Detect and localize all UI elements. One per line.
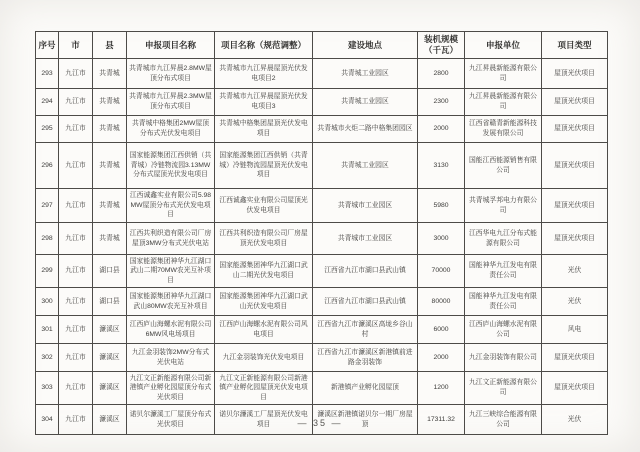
table-cell: 九江三峡综合能源有限公司 <box>465 405 542 435</box>
table-cell: 300 <box>36 288 59 316</box>
table-cell: 屋顶光伏项目 <box>542 116 608 143</box>
table-cell: 国家能源集团神华九江湖口武山二期70MW农光互补项目 <box>127 255 215 288</box>
table-cell: 共青城 <box>93 143 127 189</box>
table-cell: 江西共利织造有限公司厂房屋顶3MW分布式光伏电站 <box>127 223 215 255</box>
table-cell: 70000 <box>418 255 465 288</box>
table-cell: 共青城 <box>93 116 127 143</box>
table-cell: 共青城市火炬二路中格集团园区 <box>313 116 418 143</box>
table-cell: 3130 <box>418 143 465 189</box>
table-cell: 濂溪区 <box>93 405 127 435</box>
table-cell: 共青城市九江昇晨屋顶光伏发电项目2 <box>215 59 313 89</box>
table-cell: 295 <box>36 116 59 143</box>
table-cell: 九江昇晨新能源有限公司 <box>465 89 542 116</box>
table-row <box>36 255 608 288</box>
table-row <box>36 59 608 89</box>
table-cell: 江西共利织造有限公司厂房屋顶光伏发电项目 <box>215 223 313 255</box>
table-cell: 80000 <box>418 288 465 316</box>
table-cell: 九江市 <box>59 288 93 316</box>
table-cell: 国能神华九江发电有限责任公司 <box>465 288 542 316</box>
table-row <box>36 143 608 189</box>
table-cell: 2000 <box>418 344 465 372</box>
table-cell: 屋顶光伏项目 <box>542 59 608 89</box>
table-cell: 299 <box>36 255 59 288</box>
table-cell: 风电 <box>542 316 608 344</box>
column-header: 市 <box>59 32 93 59</box>
table-cell: 2300 <box>418 89 465 116</box>
table-cell: 江西华电九江分布式能源有限公司 <box>465 223 542 255</box>
table-cell: 1200 <box>418 372 465 405</box>
table-cell: 濂溪区 <box>93 344 127 372</box>
column-header: 申报单位 <box>465 32 542 59</box>
table-cell: 濂溪区 <box>93 316 127 344</box>
table-cell: 共青城市九江昇晨2.8MW屋顶分布式项目 <box>127 59 215 89</box>
table-cell: 3000 <box>418 223 465 255</box>
table-cell: 共青城工业园区 <box>313 59 418 89</box>
table-cell: 国能神华九江发电有限责任公司 <box>465 255 542 288</box>
table-row <box>36 189 608 223</box>
table-cell: 国家能源集团神华九江湖口武山80MW农光互补项目 <box>127 288 215 316</box>
table-cell: 江西诚鑫实业有限公司屋顶光伏发电项目 <box>215 189 313 223</box>
table-row <box>36 372 608 405</box>
table-cell: 九江市 <box>59 223 93 255</box>
table-cell: 5980 <box>418 189 465 223</box>
table-cell: 301 <box>36 316 59 344</box>
table-row <box>36 288 608 316</box>
table-cell: 屋顶光伏项目 <box>542 189 608 223</box>
column-header: 项目名称（规范调整） <box>215 32 313 59</box>
column-header: 县 <box>93 32 127 59</box>
table-cell: 湖口县 <box>93 255 127 288</box>
table-cell: 屋顶光伏项目 <box>542 223 608 255</box>
table-cell: 17311.32 <box>418 405 465 435</box>
table-cell: 湖口县 <box>93 288 127 316</box>
table-cell: 九江市 <box>59 316 93 344</box>
table-cell: 国家能源集团神华九江湖口武山光伏发电项目 <box>215 288 313 316</box>
table-cell: 302 <box>36 344 59 372</box>
table-cell: 国家能源集团江西供销（共青城）冷链物流园3.13MW分布式屋顶光伏发电项目 <box>127 143 215 189</box>
column-header: 序号 <box>36 32 59 59</box>
table-cell: 共青城 <box>93 189 127 223</box>
table-cell: 共青城市九江昇晨屋顶光伏发电项目3 <box>215 89 313 116</box>
table-cell: 294 <box>36 89 59 116</box>
table-cell: 共青城中格集团屋顶光伏发电项目 <box>215 116 313 143</box>
table-cell: 九江市 <box>59 189 93 223</box>
table-cell: 九江市 <box>59 344 93 372</box>
table-cell: 九江文正新能源有限公司新港镇产业孵化园屋顶光伏发电项目 <box>215 372 313 405</box>
table-cell: 九江金羽装饰2MW分布式光伏电站 <box>127 344 215 372</box>
table-cell: 江西诚鑫实业有限公司5.98MW屋顶分布式光伏发电项目 <box>127 189 215 223</box>
table-row <box>36 89 608 116</box>
table-cell: 屋顶光伏项目 <box>542 143 608 189</box>
table-cell: 共青城孚邦电力有限公司 <box>465 189 542 223</box>
table-cell: 江西庐山海螺水泥有限公司风电项目 <box>215 316 313 344</box>
table-cell: 共青城工业园区 <box>313 143 418 189</box>
table-cell: 江西省赣青新能源科技发展有限公司 <box>465 116 542 143</box>
table-cell: 2800 <box>418 59 465 89</box>
column-header: 申报项目名称 <box>127 32 215 59</box>
column-header: 装机规模（千瓦） <box>418 32 465 59</box>
table-header-row <box>36 32 608 59</box>
table-cell: 九江市 <box>59 59 93 89</box>
table-cell: 6000 <box>418 316 465 344</box>
table-cell: 九江市 <box>59 255 93 288</box>
table-cell: 共青城 <box>93 223 127 255</box>
table-cell: 共青城中格集团2MW屋顶分布式光伏发电项目 <box>127 116 215 143</box>
table-cell: 江西庐山海螺水泥有限公司6MW风电场项目 <box>127 316 215 344</box>
table-cell: 九江市 <box>59 372 93 405</box>
table-cell: 濂溪区新港镇诺贝尔一期厂房屋顶 <box>313 405 418 435</box>
table-cell: 298 <box>36 223 59 255</box>
table-row <box>36 223 608 255</box>
table-cell: 共青城 <box>93 89 127 116</box>
table-row <box>36 344 608 372</box>
table-cell: 297 <box>36 189 59 223</box>
table-cell: 光伏 <box>542 288 608 316</box>
table-row <box>36 116 608 143</box>
column-header: 建设地点 <box>313 32 418 59</box>
table-cell: 共青城工业园区 <box>313 89 418 116</box>
table-cell: 共青城市工业园区 <box>313 223 418 255</box>
table-cell: 2000 <box>418 116 465 143</box>
table-cell: 九江金羽装饰光伏发电项目 <box>215 344 313 372</box>
table-cell: 江西省九江市湖口县武山镇 <box>313 288 418 316</box>
table-body <box>36 59 608 435</box>
table-cell: 九江市 <box>59 116 93 143</box>
table-cell: 光伏 <box>542 405 608 435</box>
table-cell: 九江文正新能源有限公司新港镇产业孵化园屋顶分布式光伏项目 <box>127 372 215 405</box>
table-cell: 九江市 <box>59 405 93 435</box>
page-number: — 35 — <box>297 418 343 428</box>
table-cell: 江西省九江市濂溪区新港镇前进路金羽装饰 <box>313 344 418 372</box>
table-cell: 九江市 <box>59 143 93 189</box>
project-list-table <box>35 31 608 435</box>
column-header: 项目类型 <box>542 32 608 59</box>
table-cell: 九江文正新能源有限公司 <box>465 372 542 405</box>
table-cell: 屋顶光伏项目 <box>542 89 608 116</box>
table-cell: 江西省九江市濂溪区高垅乡谷山村 <box>313 316 418 344</box>
table-cell: 九江昇晨新能源有限公司 <box>465 59 542 89</box>
table-cell: 诺贝尔濂溪工厂屋顶分布式光伏项目 <box>127 405 215 435</box>
table-cell: 诺贝尔濂溪工厂屋顶光伏发电项目 <box>215 405 313 435</box>
table-cell: 濂溪区 <box>93 372 127 405</box>
table-cell: 江西庐山海螺水泥有限公司 <box>465 316 542 344</box>
table-cell: 光伏 <box>542 255 608 288</box>
table-cell: 屋顶光伏项目 <box>542 372 608 405</box>
table-cell: 共青城 <box>93 59 127 89</box>
table-cell: 国家能源集团神华九江湖口武山二期光伏发电项目 <box>215 255 313 288</box>
table-cell: 新港镇产业孵化园屋顶 <box>313 372 418 405</box>
table-cell: 共青城市工业园区 <box>313 189 418 223</box>
table-header <box>36 32 608 59</box>
table-cell: 江西省九江市湖口县武山镇 <box>313 255 418 288</box>
table-cell: 共青城市九江昇晨2.3MW屋顶分布式项目 <box>127 89 215 116</box>
table-cell: 303 <box>36 372 59 405</box>
table-row <box>36 316 608 344</box>
table-cell: 国能江西能源销售有限公司 <box>465 143 542 189</box>
table-cell: 国家能源集团江西供销（共青城）冷链物流园屋顶光伏发电项目 <box>215 143 313 189</box>
table-cell: 九江金羽装饰有限公司 <box>465 344 542 372</box>
table-cell: 九江市 <box>59 89 93 116</box>
table-cell: 293 <box>36 59 59 89</box>
table-cell: 304 <box>36 405 59 435</box>
table-cell: 296 <box>36 143 59 189</box>
table-cell: 屋顶光伏项目 <box>542 344 608 372</box>
